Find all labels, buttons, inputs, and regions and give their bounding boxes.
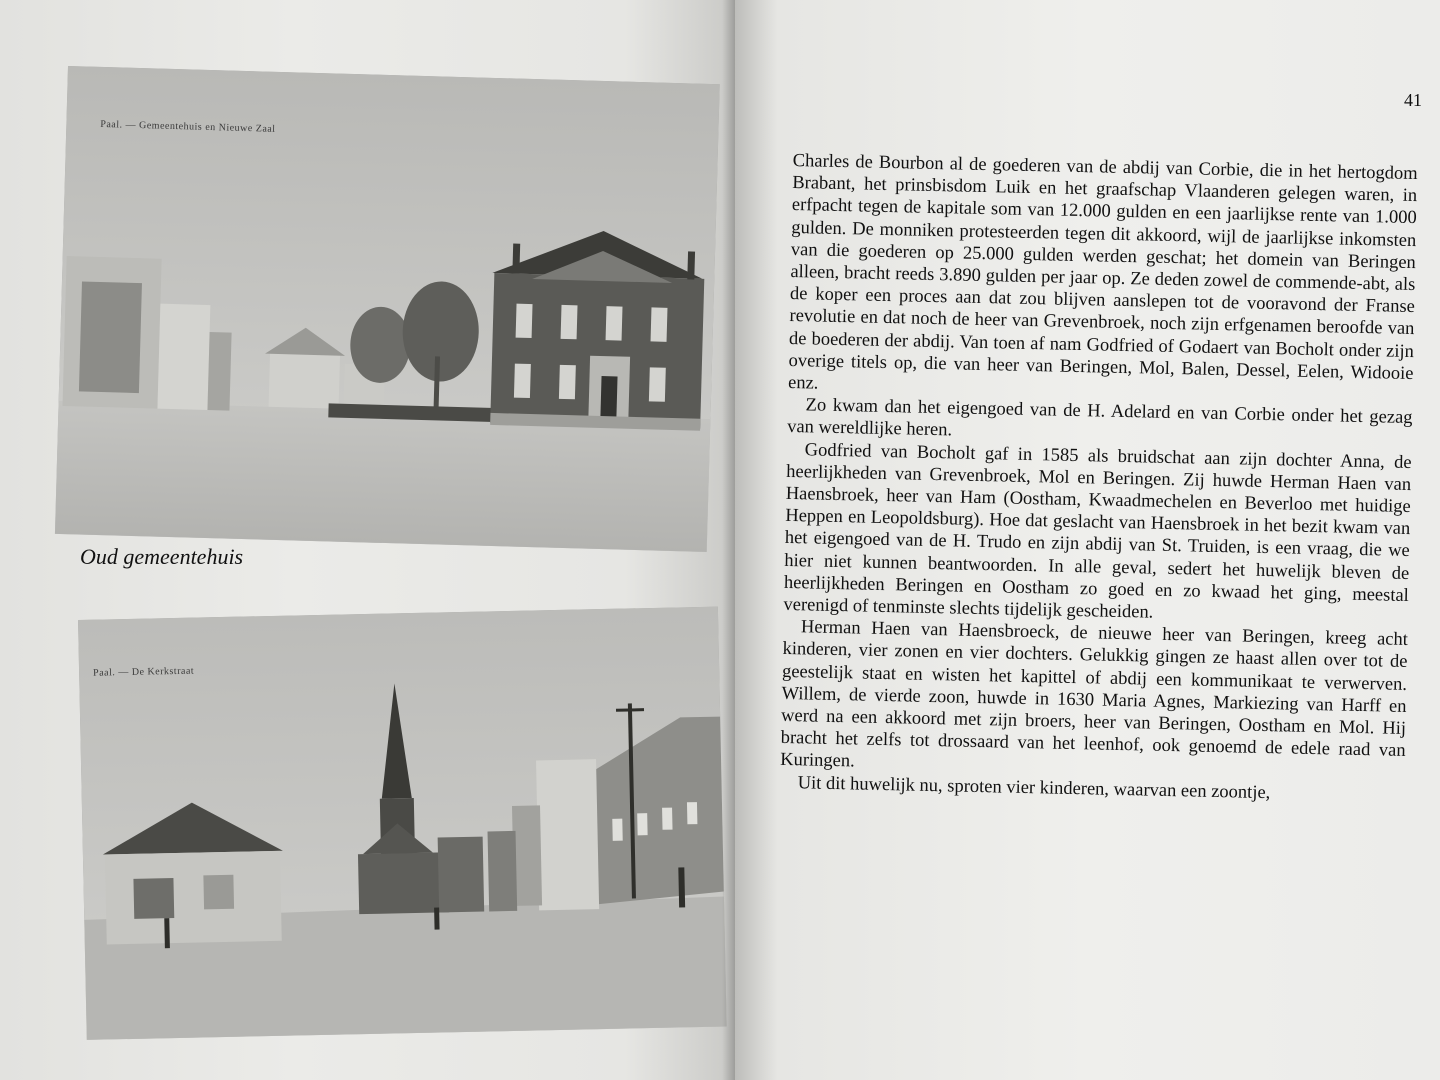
- paragraph-3: Godfried van Bocholt gaf in 1585 als bruidschat aan zijn dochter Anna, de heerlijkheden van Grevenbroek, Mol en Beringen. Zij huwde Herman Haen van Haensbroek, heer van Ham (Oostham, Kwaadmechelen en Beverloo met huidige Heppen en Leopoldsburg). Hoe dat geslacht van Haensbroek in het bezit kwam van het eigengoed van de H. Trudo en zijn abdij van St. Truiden, is een vraag, die we hier niet kunnen beantwoorden. In alle geval, sedert het huwelijk bleven de heerlijkheden Beringen en Oostham zo goed en zo kwaad het ging, meestal verenigd of tenminste slechts tijdelijk gescheiden.: [783, 439, 1412, 623]
- paragraph-1: Charles de Bourbon al de goederen van de abdij van Corbie, die in het hertogdom Brabant, het prinsbisdom Luik en het graafschap Vlaanderen gelegen waren, in erfpacht tegen de kapitale som van 12.000 gulden en een jaarlijkse rente van 1.000 gulden. De monniken protesteerden tegen dit akkoord, wijl de jaarlijkse inkomsten van die goederen op 25.000 gulden werden geschat; het domein van Beringen alleen, bracht reeds 3.890 gulden per jaar op. Ze deden zowel de commende-abt, als de koper een proces aan dat zou blijven aanslepen tot de vooravond der Franse revolutie en dat noch de heer van Grevenbroek, noch zijn erfgenamen beroofde van de boederen der abdij. Van toen af nam Godfried of Godaert van Bocholt onder zijn overige titels op, die van heer van Beringen, Mol, Balen, Dessel, Eelen, Widooie enz.: [787, 150, 1418, 394]
- photo-top-label: Paal. — Gemeentehuis en Nieuwe Zaal: [100, 118, 276, 135]
- paragraph-2: Zo kwam dan het eigengoed van de H. Adelard en van Corbie onder het gezag van wereldlijke heren.: [786, 395, 1413, 441]
- page-number: 41: [1404, 90, 1422, 110]
- paragraph-5: Uit dit huwelijk nu, sproten vier kinderen, waarvan een zoontje,: [797, 772, 1271, 803]
- photo-town-hall: [55, 66, 720, 552]
- photo-church-street: [78, 607, 727, 1040]
- body-text: [780, 150, 1418, 807]
- show-through-text: [300, 538, 720, 608]
- paragraph-4: Herman Haen van Haensbroeck, de nieuwe heer van Beringen, kreeg acht kinderen, vier zonen en vier dochters. Gelukkig gingen ze haast allen over tot de geestelijk staat en wisten het kapittel of abdij een kommunikaat te verwerven. Willem, de vierde zoon, huwde in 1630 Maria Agnes, Markiezing van Harff en werd na een akkoord met zijn broers, heer van Beringen, Oostham en Mol. Hij bracht het zelfs tot drossaard van het leenhof, ook genoemd de edele raad van Kuringen.: [780, 617, 1409, 772]
- photo-caption: Oud gemeentehuis: [80, 544, 244, 569]
- photo-bottom-label: Paal. — De Kerkstraat: [93, 665, 195, 679]
